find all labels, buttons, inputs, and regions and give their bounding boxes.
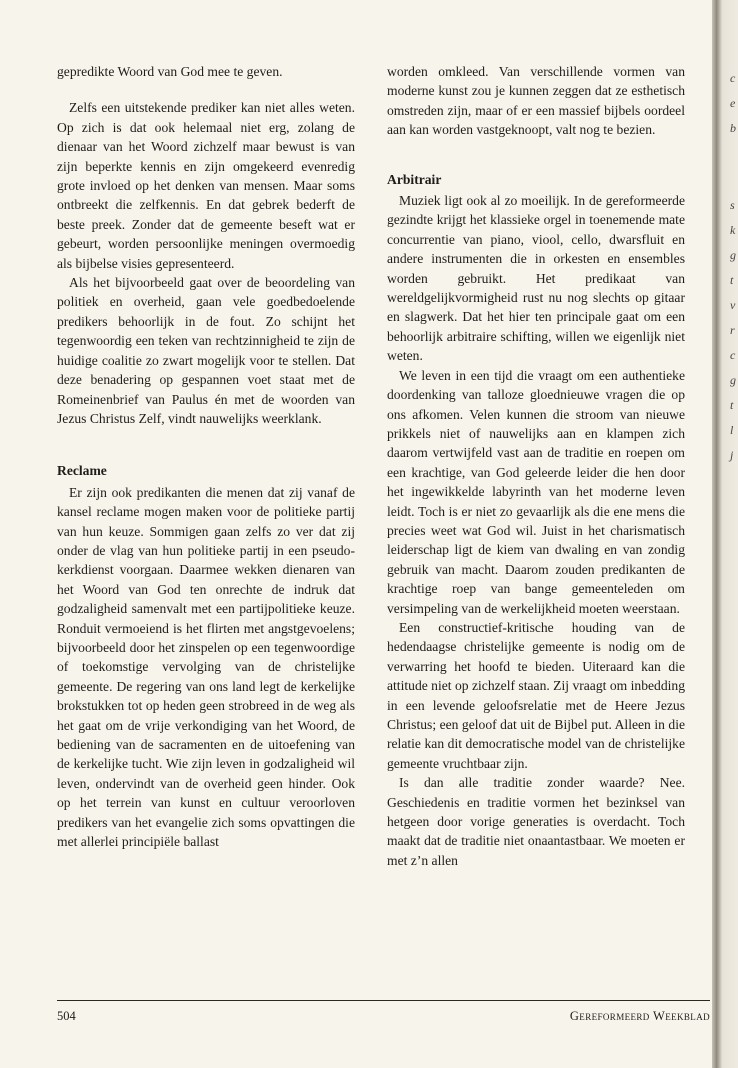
edge-glyph: e bbox=[730, 96, 736, 110]
edge-glyph: k bbox=[730, 223, 736, 237]
edge-glyph: v bbox=[730, 298, 736, 312]
paragraph: gepredikte Woord van God mee te geven. bbox=[57, 64, 283, 79]
paragraph: We leven in een tijd die vraagt om een authentieke doordenking van talloze gloednieuwe vragen die op ons afkomen. Velen kunnen die stroom van nieuwe prikkels niet of nauwelijks aan en klampen zich daarom vertwijfeld vast aan de traditie en roepen om een krachtige, van God geleerde leider die hen door het ingewikkelde labyrinth van het moderne leven leidt. Toch is er niet zo gevaarlijk als die ene mens die precies weet wat God wil. Juist in het charismatisch leiderschap ligt de kiem van dwaling en van zondig gebruik van macht. Daarom zouden predikanten de krachtige roep van bange gemeenteleden om versimpeling van de werkelijkheid moeten weerstaan. bbox=[387, 367, 685, 616]
section-heading: Arbitrair bbox=[387, 171, 442, 187]
edge-glyph: b bbox=[730, 121, 736, 135]
edge-glyph: c bbox=[730, 71, 736, 85]
edge-glyph: r bbox=[730, 323, 735, 337]
paragraph: Is dan alle traditie zonder waarde? Nee. Geschiedenis en traditie vormen het bezinksel van hetgeen door vorige generaties is overdacht. Toch maakt dat de traditie niet onaantastbaar. We moeten er met z’n allen bbox=[387, 775, 685, 868]
edge-glyph: g bbox=[730, 248, 736, 262]
edge-glyph: t bbox=[730, 398, 734, 412]
page-number: 504 bbox=[57, 1009, 76, 1023]
paragraph: worden omkleed. Van verschillende vormen van moderne kunst zou je kunnen zeggen dat ze esthetisch omstreden zijn, maar of er een massief bijbels oordeel aan kan worden vastgeknoopt, valt nog te bezien. bbox=[387, 64, 685, 138]
paragraph: Zelfs een uitstekende prediker kan niet alles weten. Op zich is dat ook helemaal niet erg, zolang de dienaar van het Woord zichzelf maar bewust is van zijn beperkte kennis en zijn omgekeerd evenredig grote invloed op het denken van mensen. Maar soms ontbreekt die zelfkennis. En dat gebrek bederft de beste preek. Zonder dat de gemeente beseft wat er gebeurt, worden persoonlijke meningen overmoedig als bijbelse visies gepresenteerd. bbox=[57, 100, 355, 271]
edge-glyph: j bbox=[730, 448, 734, 462]
paragraph: Als het bijvoorbeeld gaat over de beoordeling van politiek en overheid, gaan vele goedbedoelende predikers behoorlijk in de fout. Zo schijnt het tegenwoordig een teken van rechtzinnigheid te zijn de huidige coalitie zo zwart mogelijk voor te stellen. Dat deze benadering op gespannen voet staat met de Romeinenbrief van Paulus én met de woorden van Jezus Christus Zelf, vindt nauwelijks weerklank. bbox=[57, 275, 355, 426]
edge-glyph: s bbox=[730, 198, 735, 212]
edge-glyph: g bbox=[730, 373, 736, 387]
left-column bbox=[57, 62, 355, 851]
right-column bbox=[387, 62, 685, 870]
edge-glyph: c bbox=[730, 348, 736, 362]
paragraph: Een constructief-kritische houding van de hedendaagse christelijke gemeente is nodig om de verwarring het hoofd te bieden. Uiteraard kan die attitude niet op zichzelf staan. Zij vraagt om inbedding in een levende geloofsrelatie met de Heere Jezus Christus; een geloof dat uit de Bijbel put. Alleen in die relatie kan dit democratische model van de christelijke gemeente vruchtbaar zijn. bbox=[387, 619, 685, 771]
paragraph: Muziek ligt ook al zo moeilijk. In de gereformeerde gezindte krijgt het klassieke orgel in toenemende mate concurrentie van piano, viool, cello, dwarsfluit en andere instrumenten die in orkesten en ensembles worden gebruikt. Het predikaat van wereldgelijkvormigheid rust nu nog slechts op gitaar en slagwerk. Dat het hier ten principale gaat om een behoorlijk arbitraire schifting, willen we eigenlijk niet weten. bbox=[387, 193, 685, 364]
page-footer bbox=[57, 1000, 710, 1023]
next-page-edge-text bbox=[730, 70, 738, 464]
edge-glyph: l bbox=[730, 423, 734, 437]
section-heading: Reclame bbox=[57, 463, 107, 479]
paragraph: Er zijn ook predikanten die menen dat zij vanaf de kansel reclame mogen maken voor de politieke partij van hun keuze. Sommigen gaan zelfs zo ver dat zij onder de vlag van hun politieke partij in een pseudo-kerkdienst voorgaan. Daarmee wekken dienaren van het Woord van God ten onrechte de indruk dat godzaligheid samenvalt met een partijpolitieke keuze. Ronduit vermoeiend is het flirten met angstgevoelens; bijvoorbeeld door het zinspelen op een tegenwoordige of toekomstige vervolging van de christelijke gemeente. De regering van ons land legt de kerkelijke brokstukken tot op heden geen strobreed in de weg als het gaat om de vrije verkondiging van het Woord, de bediening van de sacramenten en de uitoefening van de kerkelijke tucht. Wie zijn leven in godzaligheid wil leven, ondervindt van de overheid geen hinder. Ook op het terrein van kunst en cultuur veroorloven predikers van het evangelie zich soms opvattingen die met allerlei principiële ballast bbox=[57, 484, 355, 850]
publication-name: Gereformeerd Weekblad bbox=[569, 1009, 710, 1023]
edge-glyph: t bbox=[730, 273, 734, 287]
